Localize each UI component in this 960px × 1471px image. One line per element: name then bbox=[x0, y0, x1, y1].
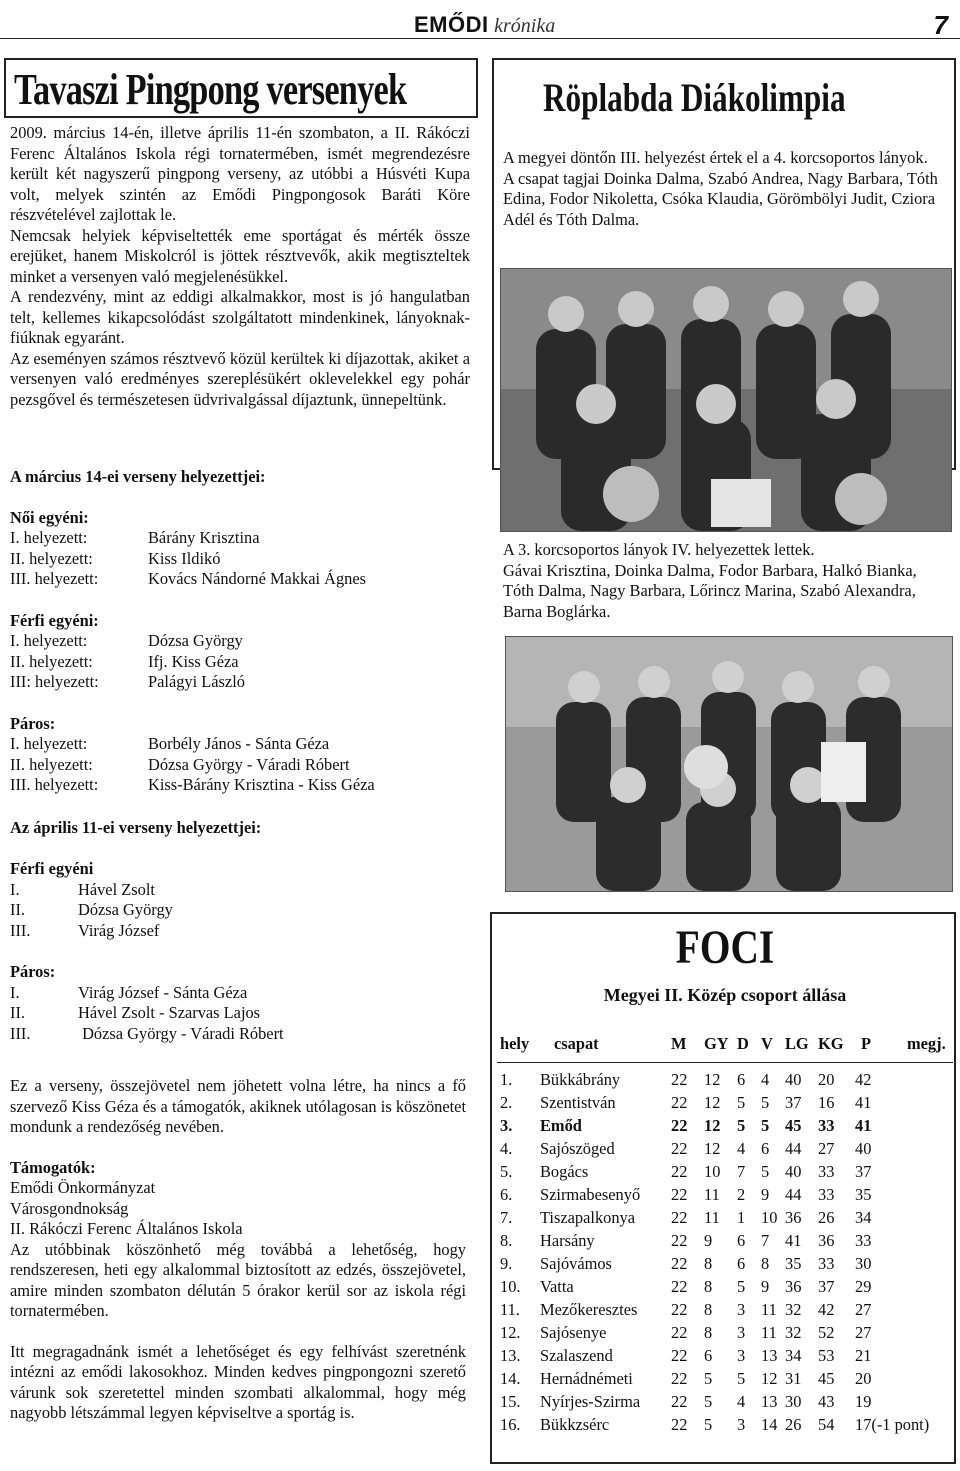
standings-cell: 8 bbox=[704, 1253, 713, 1273]
standings-cell: 27 bbox=[818, 1138, 835, 1158]
standings-row bbox=[500, 1183, 947, 1206]
standings-row bbox=[500, 1298, 947, 1321]
standings-cell: 6 bbox=[704, 1345, 713, 1365]
standings-cell: 9 bbox=[761, 1276, 770, 1296]
result-place: III. bbox=[10, 920, 31, 940]
standings-cell: Tiszapalkonya bbox=[540, 1207, 635, 1227]
standings-cell: 40 bbox=[855, 1138, 872, 1158]
sponsors-note: Az utóbbinak köszönhető még továbbá a lehetőség, hogy rendszeresen, heti egy alkalommal biztosított az edzés, összejövetel, amire minden szombaton délután 5 órakor kerül sor az iskola régi tornatermében. bbox=[10, 1239, 466, 1320]
volleyball-title: Röplabda Diákolimpia bbox=[543, 75, 846, 120]
standings-row bbox=[500, 1206, 947, 1229]
standings-row bbox=[500, 1160, 947, 1183]
standings-cell: 6 bbox=[737, 1230, 746, 1250]
volleyball-paragraph-3: A 3. korcsoportos lányok IV. helyezettek lettek. bbox=[503, 540, 815, 559]
col-header: KG bbox=[818, 1034, 844, 1053]
standings-cell: 3. bbox=[500, 1115, 513, 1135]
standings-cell: 11 bbox=[704, 1184, 720, 1204]
standings-cell: 33 bbox=[818, 1184, 835, 1204]
standings-cell: Bükkábrány bbox=[540, 1069, 621, 1089]
result-name: Virág József bbox=[78, 920, 160, 940]
result-row bbox=[10, 880, 470, 901]
standings-body bbox=[500, 1068, 947, 1436]
standings-cell: Harsány bbox=[540, 1230, 595, 1250]
standings-cell: 33 bbox=[818, 1161, 835, 1181]
standings-cell: 22 bbox=[671, 1207, 688, 1227]
standings-cell: 37 bbox=[785, 1092, 802, 1112]
standings-cell: 22 bbox=[671, 1391, 688, 1411]
standings-cell: 13 bbox=[761, 1345, 778, 1365]
standings-row bbox=[500, 1390, 947, 1413]
standings-cell: 26 bbox=[818, 1207, 835, 1227]
standings-cell: 7 bbox=[761, 1230, 770, 1250]
col-header: megj. bbox=[907, 1034, 946, 1053]
col-header: GY bbox=[704, 1034, 729, 1053]
standings-cell: 22 bbox=[671, 1069, 688, 1089]
pingpong-closing bbox=[10, 1076, 466, 1424]
standings-cell: 27 bbox=[855, 1299, 872, 1319]
standings-cell: 22 bbox=[671, 1230, 688, 1250]
standings-cell: Szirmabesenyő bbox=[540, 1184, 641, 1204]
standings-cell: 5 bbox=[761, 1161, 770, 1181]
result-place: III: helyezett: bbox=[10, 672, 99, 691]
page-number: 7 bbox=[933, 10, 948, 40]
standings-cell: 4 bbox=[737, 1391, 746, 1411]
standings-cell: 22 bbox=[671, 1299, 688, 1319]
standings-cell: 27 bbox=[855, 1322, 872, 1342]
standings-cell: 36 bbox=[785, 1276, 802, 1296]
result-name: Dózsa György - Váradi Róbert bbox=[78, 1023, 284, 1043]
result-name: Palágyi László bbox=[148, 672, 245, 691]
standings-cell: 5 bbox=[761, 1092, 770, 1112]
standings-cell: 8 bbox=[704, 1322, 713, 1342]
standings-cell: 13. bbox=[500, 1345, 521, 1365]
standings-cell: 20 bbox=[818, 1069, 835, 1089]
standings-cell: 8. bbox=[500, 1230, 513, 1250]
result-place: I. helyezett: bbox=[10, 734, 88, 753]
standings-cell: 22 bbox=[671, 1414, 688, 1434]
standings-cell: 33 bbox=[818, 1253, 835, 1273]
standings-cell: 5 bbox=[761, 1115, 770, 1135]
standings-cell: 22 bbox=[671, 1322, 688, 1342]
standings-cell: 6 bbox=[761, 1138, 770, 1158]
col-header: D bbox=[737, 1034, 749, 1053]
result-place: III. bbox=[10, 1023, 31, 1043]
result-name: Ifj. Kiss Géza bbox=[148, 651, 239, 671]
standings-cell: 40 bbox=[785, 1161, 802, 1181]
standings-cell: 4. bbox=[500, 1138, 513, 1158]
standings-cell: 41 bbox=[785, 1230, 802, 1250]
standings-cell: 12. bbox=[500, 1322, 521, 1342]
standings-cell: 31 bbox=[785, 1368, 802, 1388]
standings-cell: 33 bbox=[855, 1230, 872, 1250]
result-name: Hável Zsolt - Szarvas Lajos bbox=[78, 1003, 261, 1022]
result-place: II. bbox=[10, 1003, 26, 1022]
standings-cell: 2. bbox=[500, 1092, 513, 1112]
standings-cell: Mezőkeresztes bbox=[540, 1299, 638, 1319]
sponsor-item: Városgondnokság bbox=[10, 1198, 129, 1218]
standings-cell: 13 bbox=[761, 1391, 778, 1411]
masthead-sub: krónika bbox=[494, 15, 556, 37]
standings-cell: 10 bbox=[704, 1161, 721, 1181]
sponsors-heading: Támogatók: bbox=[10, 1157, 96, 1177]
standings-cell: 5 bbox=[704, 1414, 713, 1434]
standings-cell: 10 bbox=[761, 1207, 778, 1227]
standings-cell: 52 bbox=[818, 1322, 835, 1342]
result-place: II. bbox=[10, 900, 26, 919]
standings-cell: 22 bbox=[671, 1138, 688, 1158]
pingpong-paragraph-3: A rendezvény, mint az eddigi alkalmakkor, most is jó hangulatban telt, kellemes kikapcsolódást szolgáltatott mindenkinek, lányoknak-fiúknak egyaránt. bbox=[10, 287, 470, 347]
standings-cell: Sajósenye bbox=[540, 1322, 607, 1342]
page-header bbox=[0, 0, 960, 50]
standings-cell: Bogács bbox=[540, 1161, 589, 1181]
standings-cell: 44 bbox=[785, 1184, 802, 1204]
standings-cell: 12 bbox=[704, 1115, 721, 1135]
standings-cell: Nyírjes-Szirma bbox=[540, 1391, 641, 1411]
april-doubles-heading: Páros: bbox=[10, 962, 56, 981]
standings-row bbox=[500, 1091, 947, 1114]
standings-cell: 5 bbox=[737, 1092, 746, 1112]
result-row bbox=[10, 1024, 470, 1045]
standings-cell: 29 bbox=[855, 1276, 872, 1296]
standings-cell: 5. bbox=[500, 1161, 513, 1181]
standings-cell: 5 bbox=[737, 1276, 746, 1296]
standings-cell: 22 bbox=[671, 1184, 688, 1204]
standings-cell: 5 bbox=[704, 1368, 713, 1388]
standings-cell: 41 bbox=[855, 1115, 872, 1135]
standings-cell: 6. bbox=[500, 1184, 513, 1204]
standings-cell: 22 bbox=[671, 1368, 688, 1388]
standings-cell: 17(-1 pont) bbox=[855, 1414, 930, 1434]
standings-cell: 6 bbox=[737, 1253, 746, 1273]
mens-singles-heading: Férfi egyéni: bbox=[10, 610, 99, 630]
standings-cell: 3 bbox=[737, 1299, 746, 1319]
standings-cell: 12 bbox=[704, 1069, 721, 1089]
result-row bbox=[10, 900, 470, 921]
standings-cell: 3 bbox=[737, 1322, 746, 1342]
result-name: Borbély János - Sánta Géza bbox=[148, 734, 330, 753]
standings-cell: Szentistván bbox=[540, 1092, 616, 1112]
standings-row bbox=[500, 1068, 947, 1091]
team-photo-4th-grade bbox=[500, 268, 952, 532]
standings-cell: 11 bbox=[761, 1322, 777, 1342]
standings-cell: 22 bbox=[671, 1345, 688, 1365]
standings-cell: 32 bbox=[785, 1299, 802, 1319]
volleyball-text-1 bbox=[503, 148, 947, 230]
standings-cell: 30 bbox=[785, 1391, 802, 1411]
result-row bbox=[10, 652, 470, 673]
standings-cell: 22 bbox=[671, 1161, 688, 1181]
result-place: I. bbox=[10, 879, 20, 899]
standings-row bbox=[500, 1114, 947, 1137]
result-place: III. helyezett: bbox=[10, 775, 99, 794]
standings-cell: 8 bbox=[704, 1299, 713, 1319]
result-row bbox=[10, 734, 470, 755]
result-place: I. helyezett: bbox=[10, 631, 88, 650]
col-header: P bbox=[861, 1034, 872, 1053]
masthead-brand: EMŐDI bbox=[414, 12, 489, 37]
standings-cell: 34 bbox=[855, 1207, 872, 1227]
standings-cell: 37 bbox=[855, 1161, 872, 1181]
standings-cell: 1. bbox=[500, 1069, 513, 1089]
standings-cell: Vatta bbox=[540, 1276, 574, 1296]
standings-cell: 36 bbox=[785, 1207, 802, 1227]
closing-paragraph: Itt megragadnánk ismét a lehetőséget és egy felhívást szeretnénk intézni az emődi lakosokhoz. Minden kedves pingpongozni szerető várunk sok szeretettel minden szombati alkalommal, hogy még nagyobb létszámmal legyen képviseltve a sportág is. bbox=[10, 1341, 466, 1422]
result-name: Dózsa György bbox=[148, 631, 243, 650]
standings-cell: 33 bbox=[818, 1115, 835, 1135]
result-row bbox=[10, 921, 470, 942]
standings-cell: 5 bbox=[704, 1391, 713, 1411]
standings-cell: 5 bbox=[737, 1115, 746, 1135]
standings-cell: 44 bbox=[785, 1138, 802, 1158]
standings-cell: 37 bbox=[818, 1276, 835, 1296]
standings-cell: 9. bbox=[500, 1253, 513, 1273]
result-name: Kovács Nándorné Makkai Ágnes bbox=[148, 569, 367, 588]
foci-subtitle: Megyei II. Közép csoport állása bbox=[603, 985, 847, 1005]
standings-cell: Sajószöged bbox=[540, 1138, 615, 1158]
standings-cell: 19 bbox=[855, 1391, 872, 1411]
col-header: V bbox=[761, 1034, 773, 1053]
march-heading: A március 14-ei verseny helyezettjei: bbox=[10, 467, 266, 486]
result-place: II. helyezett: bbox=[10, 548, 93, 568]
standings-cell: 8 bbox=[761, 1253, 770, 1273]
standings-cell: 11. bbox=[500, 1299, 520, 1319]
standings-cell: 5 bbox=[737, 1368, 746, 1388]
standings-cell: 34 bbox=[785, 1345, 802, 1365]
standings-cell: 22 bbox=[671, 1092, 688, 1112]
standings-cell: 16 bbox=[818, 1092, 835, 1112]
result-name: Dózsa György bbox=[78, 900, 173, 919]
sponsor-item: Emődi Önkormányzat bbox=[10, 1178, 156, 1197]
standings-row bbox=[500, 1252, 947, 1275]
standings-cell: 14. bbox=[500, 1368, 521, 1388]
team-photo-4th-grade-image bbox=[501, 269, 951, 531]
thanks-paragraph: Ez a verseny, összejövetel nem jöhetett volna létre, ha nincs a fő szervező Kiss Géza és a támogatók, akiknek utólagosan is köszönetet mondunk a rendezőség nevében. bbox=[10, 1076, 466, 1136]
volleyball-paragraph-2: A csapat tagjai Doinka Dalma, Szabó Andrea, Nagy Barbara, Tóth Edina, Fodor Nikoletta, Csóka Klaudia, Görömbölyi Judit, Cziora Adél és Tóth Dalma. bbox=[503, 168, 938, 229]
volleyball-paragraph-1: A megyei döntőn III. helyezést értek el a 4. korcsoportos lányok. bbox=[503, 148, 928, 167]
standings-row bbox=[500, 1137, 947, 1160]
result-row bbox=[10, 549, 470, 570]
standings-cell: 1 bbox=[737, 1207, 746, 1227]
standings-cell: 22 bbox=[671, 1253, 688, 1273]
result-row bbox=[10, 672, 470, 693]
standings-cell: 42 bbox=[855, 1069, 872, 1089]
doubles-heading: Páros: bbox=[10, 713, 56, 733]
team-photo-3rd-grade-image bbox=[506, 637, 952, 891]
march-results bbox=[10, 467, 470, 1044]
result-place: I. bbox=[10, 982, 20, 1002]
header-rule bbox=[0, 38, 960, 39]
standings-cell: 30 bbox=[855, 1253, 872, 1273]
standings-row bbox=[500, 1275, 947, 1298]
standings-row bbox=[500, 1344, 947, 1367]
standings-cell: 26 bbox=[785, 1414, 802, 1434]
standings-cell: 11 bbox=[761, 1299, 777, 1319]
result-place: III. helyezett: bbox=[10, 569, 99, 588]
standings-cell: 9 bbox=[704, 1230, 713, 1250]
standings-cell: 8 bbox=[704, 1276, 713, 1296]
standings-cell: 11 bbox=[704, 1207, 720, 1227]
col-header: hely bbox=[500, 1034, 530, 1053]
standings-cell: 12 bbox=[704, 1138, 721, 1158]
standings-cell: 9 bbox=[761, 1184, 770, 1204]
result-row bbox=[10, 983, 470, 1004]
col-header: M bbox=[671, 1034, 687, 1053]
result-row bbox=[10, 1003, 470, 1024]
standings-cell: 20 bbox=[855, 1368, 872, 1388]
standings-cell: 2 bbox=[737, 1184, 746, 1204]
volleyball-text-2 bbox=[503, 540, 947, 622]
team-photo-3rd-grade bbox=[505, 636, 953, 892]
standings-cell: 4 bbox=[737, 1138, 746, 1158]
result-row bbox=[10, 755, 470, 776]
volleyball-paragraph-4: Gávai Krisztina, Doinka Dalma, Fodor Barbara, Halkó Bianka, Tóth Dalma, Nagy Barbara, Lőrincz Marina, Szabó Alexandra, Barna Boglárka. bbox=[503, 560, 917, 621]
standings-cell: 54 bbox=[818, 1414, 835, 1434]
standings-cell: 3 bbox=[737, 1345, 746, 1365]
standings-cell: 32 bbox=[785, 1322, 802, 1342]
standings-cell: Emőd bbox=[540, 1115, 582, 1135]
standings-row bbox=[500, 1413, 947, 1436]
standings-table bbox=[500, 1030, 947, 1436]
standings-cell: 35 bbox=[785, 1253, 802, 1273]
standings-cell: 4 bbox=[761, 1069, 770, 1089]
april-heading: Az április 11-ei verseny helyezettjei: bbox=[10, 817, 262, 837]
standings-cell: 22 bbox=[671, 1276, 688, 1296]
result-name: Bárány Krisztina bbox=[148, 528, 260, 547]
sponsor-item: II. Rákóczi Ferenc Általános Iskola bbox=[10, 1219, 243, 1238]
masthead bbox=[414, 12, 555, 38]
pingpong-paragraph-4: Az eseményen számos résztvevő közül kerültek ki díjazottak, akiket a versenyen való eredményes szereplésükért oklevelekkel egy pohár pezsgővel és természetesen üdvrivalgással díjaztunk, ünnepeltünk. bbox=[10, 348, 470, 409]
pingpong-intro bbox=[10, 123, 470, 410]
standings-cell: 7 bbox=[737, 1161, 746, 1181]
standings-cell: 10. bbox=[500, 1276, 521, 1296]
april-mens-singles-heading: Férfi egyéni bbox=[10, 859, 94, 878]
result-row bbox=[10, 631, 470, 652]
standings-row bbox=[500, 1229, 947, 1252]
standings-cell: 22 bbox=[671, 1115, 688, 1135]
result-place: II. helyezett: bbox=[10, 651, 93, 671]
standings-cell: 53 bbox=[818, 1345, 835, 1365]
standings-header-row bbox=[500, 1030, 947, 1058]
standings-cell: 35 bbox=[855, 1184, 872, 1204]
standings-cell: 21 bbox=[855, 1345, 872, 1365]
result-name: Hável Zsolt bbox=[78, 879, 155, 899]
standings-cell: 14 bbox=[761, 1414, 778, 1434]
womens-singles-heading: Női egyéni: bbox=[10, 507, 89, 527]
standings-cell: Bükkzsérc bbox=[540, 1414, 610, 1434]
standings-cell: 12 bbox=[704, 1092, 721, 1112]
standings-cell: 15. bbox=[500, 1391, 521, 1411]
col-header: csapat bbox=[554, 1034, 599, 1053]
standings-cell: Sajóvámos bbox=[540, 1253, 612, 1273]
result-row bbox=[10, 775, 470, 796]
standings-cell: 16. bbox=[500, 1414, 521, 1434]
result-row bbox=[10, 569, 470, 590]
result-name: Virág József - Sánta Géza bbox=[78, 982, 248, 1002]
result-name: Dózsa György - Váradi Róbert bbox=[148, 754, 350, 774]
result-place: I. helyezett: bbox=[10, 528, 88, 547]
pingpong-title: Tavaszi Pingpong versenyek bbox=[14, 65, 407, 114]
result-row bbox=[10, 528, 470, 549]
foci-title: FOCI bbox=[675, 921, 775, 974]
standings-cell: 6 bbox=[737, 1069, 746, 1089]
pingpong-paragraph-1: 2009. március 14-én, illetve április 11-én szombaton, a II. Rákóczi Ferenc Általános Iskola régi tornatermében, ismét megrendezésre került két nagyszerű pingpong verseny, az utóbbi a Húsvéti Kupa volt, melyek szintén az Emődi Pingpongosok Baráti Köre részvételével zajlottak le. bbox=[10, 123, 470, 224]
standings-cell: 40 bbox=[785, 1069, 802, 1089]
standings-cell: 3 bbox=[737, 1414, 746, 1434]
pingpong-paragraph-2: Nemcsak helyiek képviseltették eme sportágat és mérték össze erejüket, hanem Miskolcról is jöttek résztvevők, akik megtiszteltek minket a versenyen való megjelenésükkel. bbox=[10, 225, 470, 286]
standings-row bbox=[500, 1321, 947, 1344]
result-name: Kiss-Bárány Krisztina - Kiss Géza bbox=[148, 775, 375, 794]
standings-cell: 45 bbox=[785, 1115, 802, 1135]
col-header: LG bbox=[785, 1034, 809, 1053]
standings-cell: 7. bbox=[500, 1207, 513, 1227]
standings-cell: 43 bbox=[818, 1391, 835, 1411]
standings-cell: Szalaszend bbox=[540, 1345, 613, 1365]
standings-row bbox=[500, 1367, 947, 1390]
standings-cell: 45 bbox=[818, 1368, 835, 1388]
result-place: II. helyezett: bbox=[10, 754, 93, 774]
standings-cell: Hernádnémeti bbox=[540, 1368, 633, 1388]
standings-cell: 12 bbox=[761, 1368, 778, 1388]
standings-cell: 42 bbox=[818, 1299, 835, 1319]
standings-cell: 41 bbox=[855, 1092, 872, 1112]
standings-cell: 36 bbox=[818, 1230, 835, 1250]
result-name: Kiss Ildikó bbox=[148, 548, 221, 568]
